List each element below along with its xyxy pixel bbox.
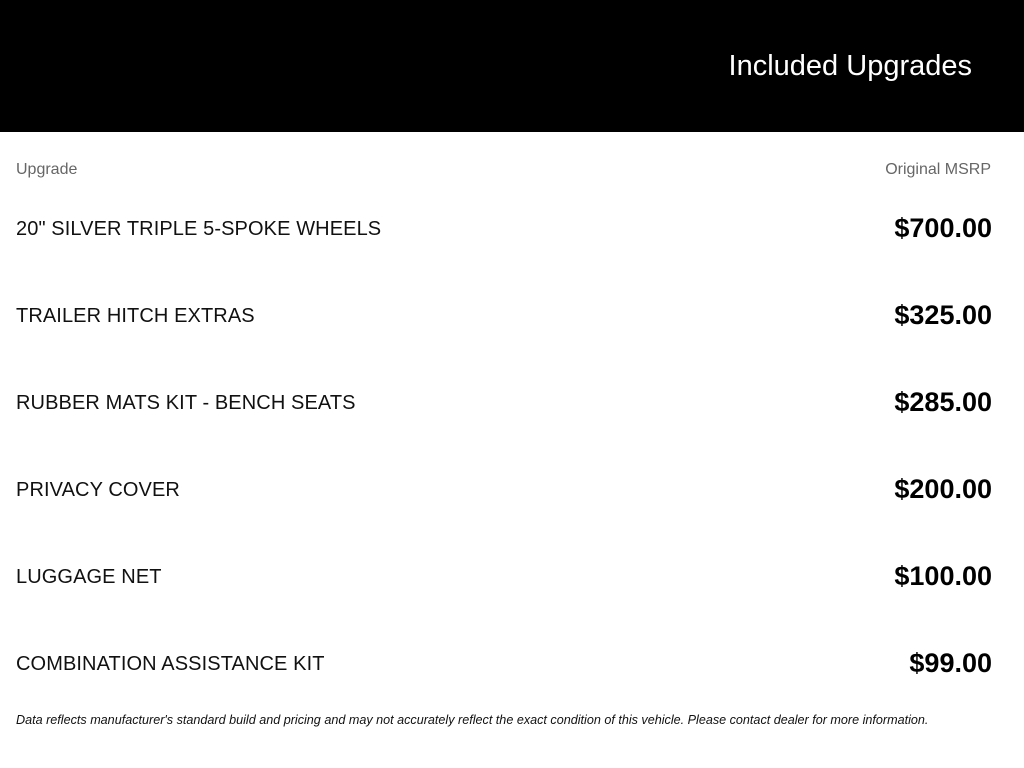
column-header-upgrade: Upgrade [16,161,78,178]
table-row [16,546,992,633]
table-row [16,459,992,546]
table-row [16,285,992,372]
table-row [16,633,992,720]
table-row [16,372,992,459]
table-header [16,160,991,180]
upgrade-name: LUGGAGE NET [16,566,162,588]
upgrade-price: $325.00 [894,300,992,330]
upgrade-list [16,198,992,720]
upgrade-name: PRIVACY COVER [16,479,180,501]
upgrade-price: $200.00 [894,474,992,504]
upgrade-name: 20" SILVER TRIPLE 5-SPOKE WHEELS [16,218,382,240]
page-title: Included Upgrades [728,50,972,82]
upgrade-name: COMBINATION ASSISTANCE KIT [16,653,325,675]
upgrade-price: $285.00 [894,387,992,417]
upgrade-name: TRAILER HITCH EXTRAS [16,305,255,327]
upgrade-name: RUBBER MATS KIT - BENCH SEATS [16,392,356,414]
column-header-msrp: Original MSRP [885,161,991,178]
upgrade-price: $99.00 [909,648,992,678]
upgrade-price: $100.00 [894,561,992,591]
disclaimer-text: Data reflects manufacturer's standard build and pricing and may not accurately reflect the exact condition of this vehicle. Please contact dealer for more information. [16,713,929,727]
table-row [16,198,992,285]
upgrade-price: $700.00 [894,213,992,243]
header-bar [0,0,1024,132]
